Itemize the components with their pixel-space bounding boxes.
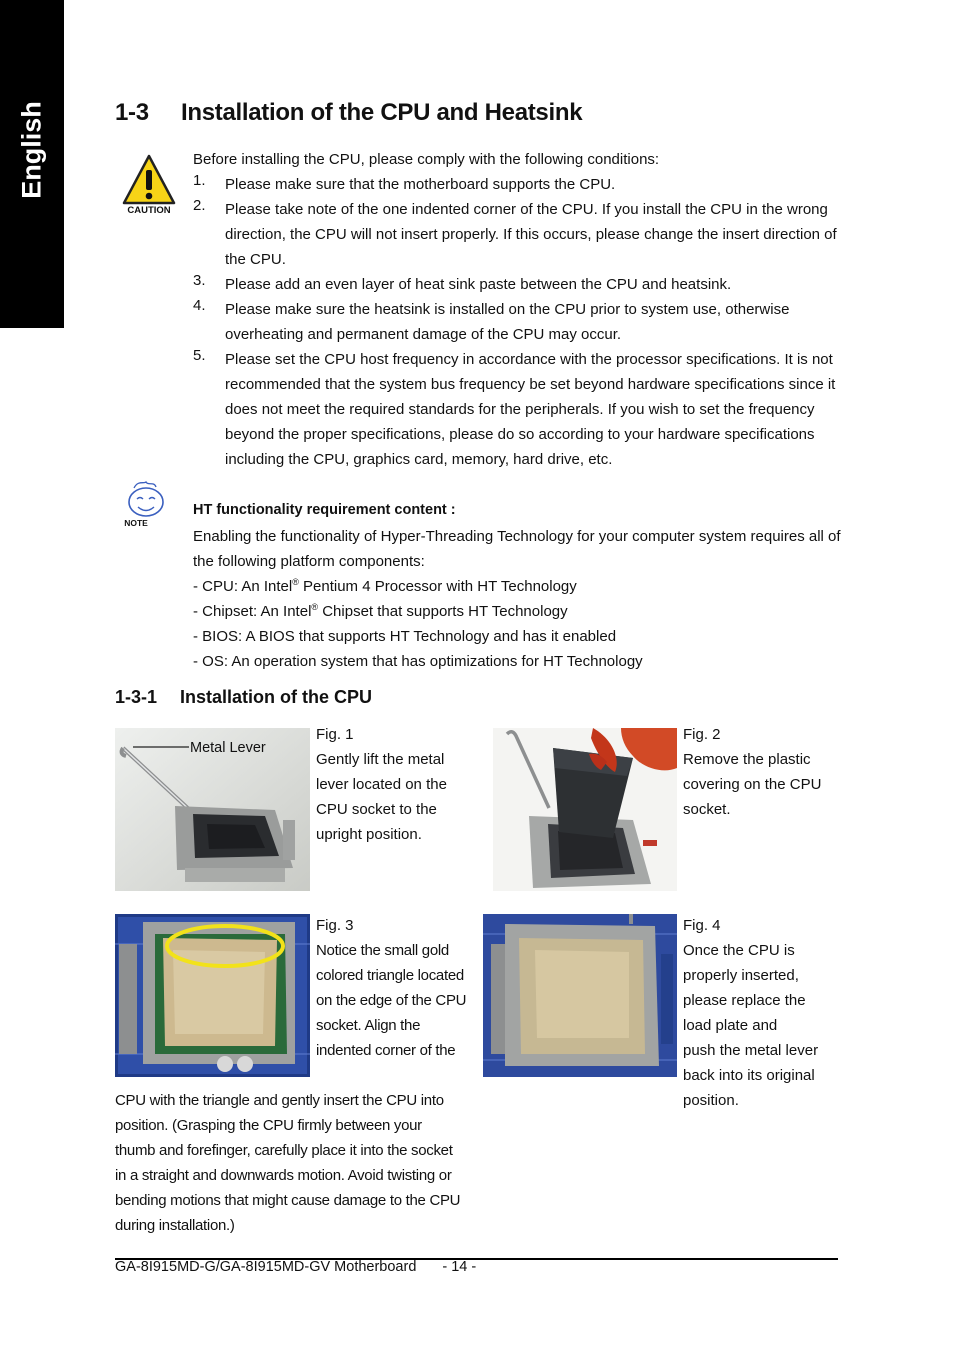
note-smiley-icon bbox=[118, 478, 174, 530]
fig2-photo bbox=[493, 728, 677, 891]
fig4-label: Fig. 4 bbox=[683, 917, 721, 934]
footer-model: GA-8I915MD-G/GA-8I915MD-GV Motherboard bbox=[115, 1259, 417, 1275]
fig2-caption: Remove the plastic covering on the CPU socket. bbox=[683, 751, 822, 818]
language-side-tab bbox=[0, 0, 64, 328]
note-component-chipset: - Chipset: An Intel® Chipset that supports HT Technology bbox=[193, 602, 568, 620]
fig2-label: Fig. 2 bbox=[683, 726, 721, 743]
caution-intro: Before installing the CPU, please comply with the following conditions: bbox=[193, 151, 660, 168]
fig3-caption-continued: CPU with the triangle and gently insert the CPU into position. (Grasping the CPU firmly between your thumb and forefinger, carefully place it into the socket in a straight and downwards motion. Avoid twisting or bending motions that might cause damage to the CPU during installation.) bbox=[115, 1092, 461, 1234]
note-component-cpu: - CPU: An Intel® Pentium 4 Processor with HT Technology bbox=[193, 577, 577, 595]
subsection-number: 1-3-1 bbox=[115, 687, 158, 707]
fig3-photo bbox=[115, 914, 310, 1077]
fig4-photo bbox=[483, 914, 677, 1077]
subsection-title: Installation of the CPU bbox=[180, 687, 373, 707]
fig4-caption: Once the CPU is properly inserted, please replace the load plate and push the metal lever back into its original position. bbox=[683, 942, 819, 1109]
fig3-label: Fig. 3 bbox=[316, 917, 354, 934]
caution-icon bbox=[120, 153, 178, 217]
caution-item-4: 4. Please make sure the heatsink is installed on the CPU prior to system use, otherwise overheating and permanent damage of the CPU may occur. bbox=[193, 297, 790, 343]
fig3-caption: Notice the small gold colored triangle located on the edge of the CPU socket. Align the indented corner of the bbox=[316, 942, 467, 1059]
caution-item-5: 5. Please set the CPU host frequency in accordance with the processor specifications. It is not recommended that the system bus frequency be set beyond hardware specifications since it does not meet the required standards for the peripherals. If you wish to set the frequency beyond the proper specifications, please do so according to your hardware specifications including the CPU, graphics card, memory, hard drive, etc. bbox=[193, 347, 836, 468]
footer-page-number: - 14 - bbox=[442, 1259, 477, 1275]
subsection-heading bbox=[115, 687, 372, 708]
caution-icon-label: CAUTION bbox=[127, 205, 171, 216]
caution-item-3: 3. Please add an even layer of heat sink paste between the CPU and heatsink. bbox=[193, 272, 732, 293]
language-tab-label: English bbox=[16, 101, 47, 199]
section-number: 1-3 bbox=[115, 99, 149, 126]
fig1-caption: Gently lift the metal lever located on the CPU socket to the upright position. bbox=[316, 751, 447, 843]
section-title: Installation of the CPU and Heatsink bbox=[181, 99, 583, 126]
note-component-bios: - BIOS: A BIOS that supports HT Technology and has it enabled bbox=[193, 628, 617, 645]
fig1-callout: Metal Lever bbox=[190, 740, 266, 756]
caution-item-1: 1. Please make sure that the motherboard supports the CPU. bbox=[193, 172, 616, 193]
caution-item-2: 2. Please take note of the one indented corner of the CPU. If you install the CPU in the wrong direction, the CPU will not insert properly. If this occurs, please change the insert direction of the CPU. bbox=[193, 197, 837, 268]
note-icon-label: NOTE bbox=[124, 518, 148, 528]
footer bbox=[115, 1257, 476, 1277]
note-body: Enabling the functionality of Hyper-Threading Technology for your computer system requires all of the following platform components: bbox=[193, 528, 841, 570]
fig1-label: Fig. 1 bbox=[316, 726, 354, 743]
note-component-os: - OS: An operation system that has optimizations for HT Technology bbox=[193, 653, 643, 670]
note-heading: HT functionality requirement content : bbox=[193, 502, 456, 518]
section-heading bbox=[115, 99, 582, 127]
caution-list bbox=[193, 147, 843, 472]
